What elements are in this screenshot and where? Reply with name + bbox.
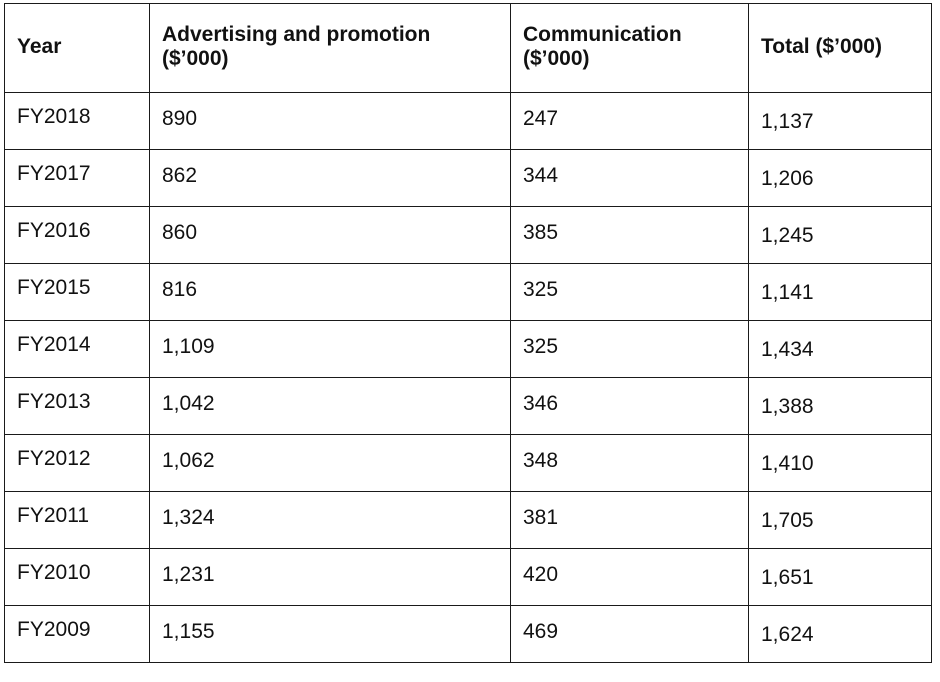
table-row: [5, 321, 932, 378]
table-row: [5, 150, 932, 207]
table-row: [5, 549, 932, 606]
cell-communication: 469: [511, 606, 749, 663]
cell-advertising: 860: [150, 207, 511, 264]
cell-year: FY2010: [5, 549, 150, 606]
cell-total: 1,141: [749, 264, 932, 321]
cell-communication: 344: [511, 150, 749, 207]
cell-year: FY2013: [5, 378, 150, 435]
header-year: Year: [5, 4, 150, 93]
cell-advertising: 862: [150, 150, 511, 207]
cell-communication: 247: [511, 93, 749, 150]
cell-year: FY2011: [5, 492, 150, 549]
cell-total: 1,434: [749, 321, 932, 378]
header-advertising-line-2: ($’000): [162, 47, 229, 70]
table-row: [5, 606, 932, 663]
cell-total: 1,410: [749, 435, 932, 492]
cell-advertising: 1,324: [150, 492, 511, 549]
cell-total: 1,137: [749, 93, 932, 150]
cell-year: FY2014: [5, 321, 150, 378]
header-communication: [511, 4, 749, 93]
table-row: [5, 492, 932, 549]
cell-communication: 346: [511, 378, 749, 435]
header-advertising: [150, 4, 511, 93]
header-communication-line-1: Communication: [523, 23, 682, 46]
cell-year: FY2015: [5, 264, 150, 321]
cell-total: 1,245: [749, 207, 932, 264]
table-row: [5, 435, 932, 492]
cell-year: FY2016: [5, 207, 150, 264]
cell-advertising: 1,231: [150, 549, 511, 606]
cell-total: 1,624: [749, 606, 932, 663]
header-advertising-line-1: Advertising and promotion: [162, 23, 431, 46]
cell-advertising: 890: [150, 93, 511, 150]
cell-communication: 420: [511, 549, 749, 606]
table-row: [5, 93, 932, 150]
cell-total: 1,206: [749, 150, 932, 207]
cell-advertising: 816: [150, 264, 511, 321]
cell-advertising: 1,109: [150, 321, 511, 378]
cell-year: FY2017: [5, 150, 150, 207]
cell-communication: 325: [511, 264, 749, 321]
cell-advertising: 1,155: [150, 606, 511, 663]
cell-advertising: 1,062: [150, 435, 511, 492]
table-row: [5, 264, 932, 321]
cell-communication: 325: [511, 321, 749, 378]
table-row: [5, 378, 932, 435]
expenses-table: [4, 3, 932, 663]
header-total: Total ($’000): [749, 4, 932, 93]
cell-year: FY2009: [5, 606, 150, 663]
cell-total: 1,705: [749, 492, 932, 549]
cell-communication: 385: [511, 207, 749, 264]
cell-communication: 381: [511, 492, 749, 549]
cell-year: FY2012: [5, 435, 150, 492]
cell-total: 1,651: [749, 549, 932, 606]
cell-year: FY2018: [5, 93, 150, 150]
cell-total: 1,388: [749, 378, 932, 435]
table-header-row: [5, 4, 932, 93]
table-row: [5, 207, 932, 264]
cell-communication: 348: [511, 435, 749, 492]
cell-advertising: 1,042: [150, 378, 511, 435]
header-communication-line-2: ($’000): [523, 47, 590, 70]
table-body: [5, 93, 932, 663]
